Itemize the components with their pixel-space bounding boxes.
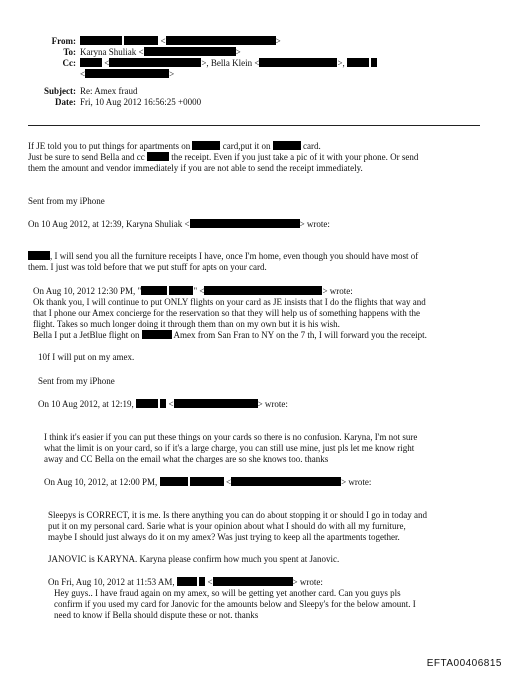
body-line: If JE told you to put things for apartments on card,put it on card.: [28, 141, 321, 151]
date-label: Date:: [55, 97, 76, 107]
date-value: Fri, 10 Aug 2012 16:56:25 +0000: [80, 97, 202, 107]
body-line: Sleepys is CORRECT, it is me. Is there anything you can do about stopping it or should I go in today and: [48, 510, 428, 520]
body-line: confirm if you used my card for Janovic for the amounts below and Sleepy's for the below amount. I: [54, 599, 416, 609]
cc-value: < >, Bella Klein < >,: [80, 58, 377, 69]
document-id: EFTA00406815: [426, 658, 502, 669]
body-line: , I will send you all the furniture receipts I have, once I'm home, even though you should have most of: [28, 251, 418, 262]
cc-label: Cc:: [62, 58, 76, 68]
body-line: maybe I should just always do it on my amex? Was just trying to keep all the apartments together.: [48, 532, 400, 542]
quote-header: On Aug 10, 2012, at 12:00 PM, < > wrote:: [44, 477, 372, 487]
sent-from: Sent from my iPhone: [38, 376, 115, 386]
body-line: Ok thank you, I will continue to put ONLY flights on your card as JE insists that I do the flights that way and: [33, 297, 426, 307]
body-line: Bella I put a JetBlue flight on Amex from San Fran to NY on the 7 th, I will forward you the receipt.: [33, 330, 427, 340]
quote-header: On 10 Aug 2012, at 12:39, Karyna Shuliak < > wrote:: [28, 219, 330, 229]
from-label: From:: [51, 36, 76, 46]
cc-value-cont: < >: [80, 69, 175, 79]
header-divider: [28, 125, 480, 126]
quote-header: On 10 Aug 2012, at 12:19, < > wrote:: [38, 399, 288, 409]
body-line: 10f I will put on my amex.: [38, 352, 135, 362]
subject-label: Subject:: [44, 86, 76, 96]
body-line: flight. Takes so much longer doing it through them than on my own but it is his wish.: [33, 319, 340, 329]
quote-header: On Fri, Aug 10, 2012 at 11:53 AM, < > wrote:: [48, 577, 323, 587]
body-line: Hey guys.. I have fraud again on my amex, so will be getting yet another card. Can you guys pls: [54, 588, 401, 598]
subject-value: Re: Amex fraud: [80, 86, 138, 96]
to-value: Karyna Shuliak < >: [80, 47, 241, 57]
quote-header: On Aug 10, 2012 12:30 PM, " " < > wrote:: [33, 286, 353, 296]
from-value: < >: [80, 36, 281, 47]
body-line: Just be sure to send Bella and cc the receipt. Even if you just take a pic of it with your phone. Or send: [28, 152, 419, 162]
body-line: I think it's easier if you can put these things on your cards so there is no confusion. Karyna, I'm not sure: [44, 432, 418, 442]
to-label: To:: [63, 47, 76, 57]
sent-from: Sent from my iPhone: [28, 196, 105, 206]
body-line: JANOVIC is KARYNA. Karyna please confirm how much you spent at Janovic.: [48, 554, 340, 564]
body-line: what the limit is on your card, so if it's a large charge, you can still use mine, just pls let me know right: [44, 443, 415, 453]
body-line: that I phone our Amex concierge for the reservation so that they will help us of something happens with the: [33, 308, 420, 318]
body-line: them the amount and vendor immediately if you are not able to send the receipt immediately.: [28, 163, 363, 173]
body-line: them. I just was told before that we put stuff for apts on your card.: [28, 262, 267, 272]
body-line: put it on my personal card. Sarie what is your opinion about what I should do with all my furniture,: [48, 521, 406, 531]
body-line: away and CC Bella on the email what the charges are so she knows too. thanks: [44, 454, 329, 464]
body-line: need to know if Bella should dispute these or not. thanks: [54, 610, 259, 620]
